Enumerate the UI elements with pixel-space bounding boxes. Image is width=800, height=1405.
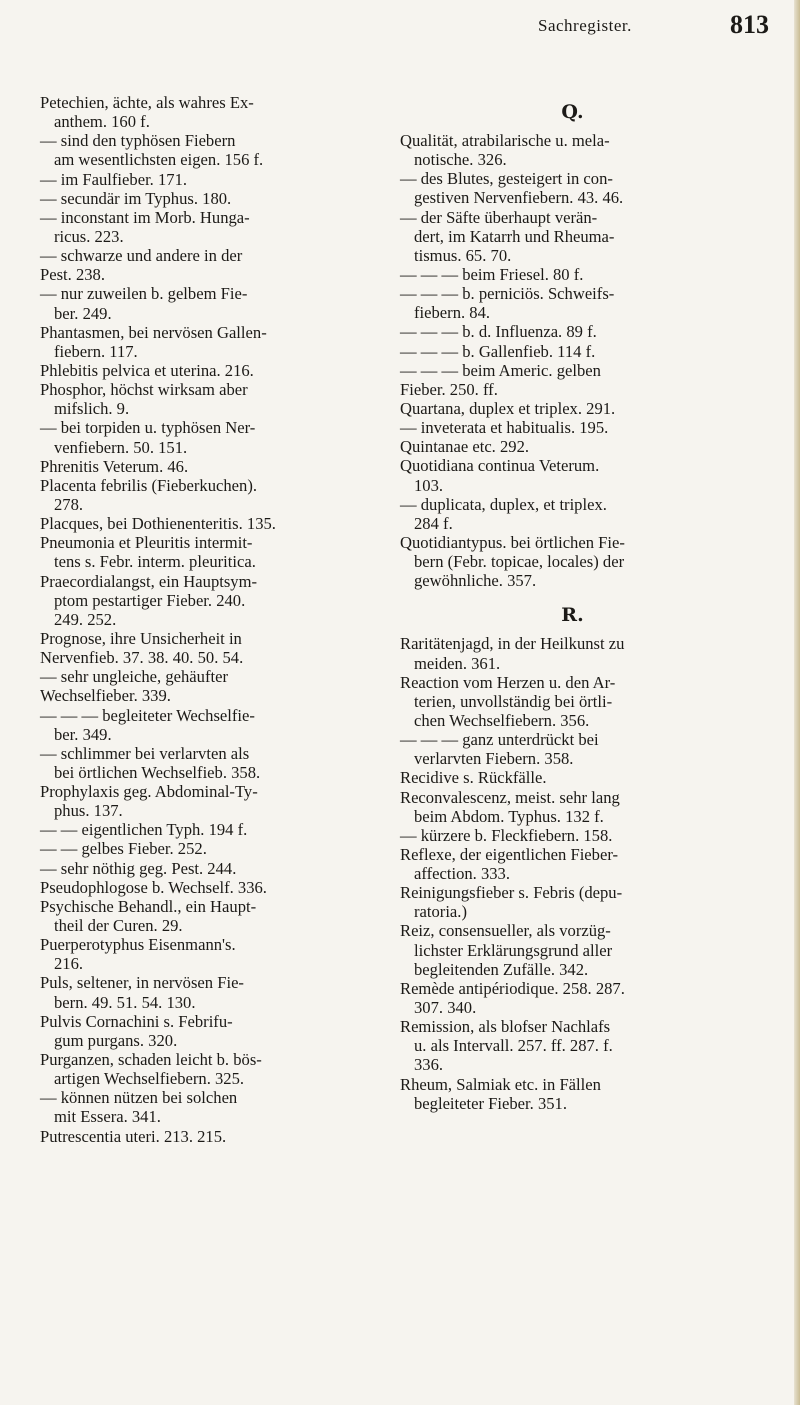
index-line: Rheum, Salmiak etc. in Fällen bbox=[400, 1074, 601, 1094]
index-line: — kürzere b. Fleckfiebern. 158. bbox=[400, 825, 613, 845]
index-line: Reconvalescenz, meist. sehr lang bbox=[400, 787, 620, 807]
index-line: Qualität, atrabilarische u. mela- bbox=[400, 131, 610, 150]
index-line: affection. 333. bbox=[414, 864, 510, 884]
page-number: 813 bbox=[730, 10, 769, 39]
index-line: ptom pestartiger Fieber. 240. bbox=[54, 590, 246, 610]
index-line: lichster Erklärungsgrund aller bbox=[414, 940, 613, 960]
index-line: — — — b. perniciös. Schweifs- bbox=[400, 284, 615, 304]
index-line: bern (Febr. topicae, locales) der bbox=[414, 552, 625, 572]
index-line: mifslich. 9. bbox=[54, 399, 130, 419]
index-line: ber. 249. bbox=[54, 303, 112, 323]
running-title: Sachregister. bbox=[538, 16, 632, 35]
index-line: theil der Curen. 29. bbox=[54, 916, 183, 936]
index-line: — — — beim Americ. gelben bbox=[400, 360, 601, 380]
index-line: — bei torpiden u. typhösen Ner- bbox=[40, 418, 256, 438]
index-line: gestiven Nervenfiebern. 43. 46. bbox=[414, 188, 624, 208]
index-line: Quotidiantypus. bei örtlichen Fie- bbox=[400, 532, 625, 552]
index-column-right bbox=[400, 93, 745, 1113]
index-line: Puerperotyphus Eisenmann's. bbox=[40, 935, 236, 955]
index-line: fiebern. 84. bbox=[414, 303, 491, 323]
index-line: Puls, seltener, in nervösen Fie- bbox=[40, 973, 244, 993]
index-line: Recidive s. Rückfälle. bbox=[400, 768, 547, 788]
index-line: 103. bbox=[414, 475, 444, 495]
index-line: Pest. 238. bbox=[40, 265, 105, 285]
index-line: am wesentlichsten eigen. 156 f. bbox=[54, 150, 264, 170]
index-line: Placenta febrilis (Fieberkuchen). bbox=[40, 475, 258, 495]
index-line: — sind den typhösen Fiebern bbox=[40, 131, 236, 151]
index-line: Quartana, duplex et triplex. 291. bbox=[400, 398, 616, 418]
index-line: tens s. Febr. interm. pleuritica. bbox=[54, 552, 256, 572]
index-line: Raritätenjagd, in der Heilkunst zu bbox=[400, 634, 625, 654]
index-line: — des Blutes, gesteigert in con- bbox=[400, 169, 613, 189]
index-line: Reaction vom Herzen u. den Ar- bbox=[400, 672, 616, 692]
section-letter-r: R. bbox=[561, 604, 584, 627]
index-line: 278. bbox=[54, 494, 84, 514]
index-line: — — — ganz unterdrückt bei bbox=[400, 730, 599, 750]
index-line: Quintanae etc. 292. bbox=[400, 437, 530, 457]
index-line: begleiteter Fieber. 351. bbox=[414, 1093, 567, 1113]
index-line: 216. bbox=[54, 954, 84, 974]
index-line: — sehr nöthig geg. Pest. 244. bbox=[40, 858, 237, 878]
index-line: chen Wechselfiebern. 356. bbox=[414, 710, 590, 730]
index-line: Reinigungsfieber s. Febris (depu- bbox=[400, 883, 623, 903]
index-line: Remission, als blofser Nachlafs bbox=[400, 1017, 611, 1037]
index-line: mit Essera. 341. bbox=[54, 1107, 161, 1127]
index-line: — im Faulfieber. 171. bbox=[40, 169, 188, 189]
index-line: Pseudophlogose b. Wechself. 336. bbox=[40, 877, 267, 897]
index-line: Reflexe, der eigentlichen Fieber- bbox=[400, 844, 619, 864]
index-line: Pulvis Cornachini s. Febrifu- bbox=[40, 1011, 233, 1031]
index-line: Quotidiana continua Veterum. bbox=[400, 456, 600, 476]
index-line: Phosphor, höchst wirksam aber bbox=[40, 380, 248, 400]
index-line: verlarvten Fiebern. 358. bbox=[414, 749, 574, 769]
index-line: — secundär im Typhus. 180. bbox=[40, 188, 232, 208]
index-line: — können nützen bei solchen bbox=[40, 1088, 238, 1108]
index-line: fiebern. 117. bbox=[54, 341, 138, 361]
page-edge bbox=[794, 0, 800, 1405]
section-q-entries bbox=[400, 131, 745, 590]
page-header bbox=[0, 8, 800, 38]
index-line: notische. 326. bbox=[414, 150, 507, 170]
index-line: bei örtlichen Wechselfieb. 358. bbox=[54, 762, 261, 782]
index-line: Prognose, ihre Unsicherheit in bbox=[40, 628, 242, 648]
index-line: — schlimmer bei verlarvten als bbox=[40, 743, 250, 763]
index-line: venfiebern. 50. 151. bbox=[54, 437, 188, 457]
index-line: — inconstant im Morb. Hunga- bbox=[40, 207, 250, 227]
section-r-entries bbox=[400, 634, 745, 1113]
index-line: ber. 349. bbox=[54, 724, 112, 744]
index-line: — — eigentlichen Typh. 194 f. bbox=[40, 820, 248, 840]
index-line: — — — b. d. Influenza. 89 f. bbox=[400, 322, 597, 342]
index-line: — nur zuweilen b. gelbem Fie- bbox=[40, 284, 248, 304]
index-line: Petechien, ächte, als wahres Ex- bbox=[40, 93, 254, 112]
index-line: Remède antipériodique. 258. 287. bbox=[400, 978, 625, 998]
index-line: begleitenden Zufälle. 342. bbox=[414, 959, 589, 979]
index-line: Wechselfieber. 339. bbox=[40, 686, 171, 706]
index-line: — sehr ungleiche, gehäufter bbox=[40, 667, 228, 687]
index-line: Putrescentia uteri. 213. 215. bbox=[40, 1126, 227, 1146]
index-line: — duplicata, duplex, et triplex. bbox=[400, 494, 607, 514]
index-line: terien, unvollständig bei örtli- bbox=[414, 691, 613, 711]
index-line: meiden. 361. bbox=[414, 653, 501, 673]
index-line: Phantasmen, bei nervösen Gallen- bbox=[40, 322, 267, 342]
index-line: — — — begleiteter Wechselfie- bbox=[40, 705, 255, 725]
index-line: Phrenitis Veterum. 46. bbox=[40, 456, 189, 476]
index-line: beim Abdom. Typhus. 132 f. bbox=[414, 806, 604, 826]
index-line: 284 f. bbox=[414, 513, 453, 533]
index-line: gum purgans. 320. bbox=[54, 1030, 178, 1050]
index-line: Reiz, consensueller, als vorzüg- bbox=[400, 921, 611, 941]
index-line: artigen Wechselfiebern. 325. bbox=[54, 1069, 245, 1089]
index-line: Pneumonia et Pleuritis intermit- bbox=[40, 533, 253, 553]
index-line: u. als Intervall. 257. ff. 287. f. bbox=[414, 1036, 613, 1056]
index-line: 249. 252. bbox=[54, 609, 117, 629]
index-line: Fieber. 250. ff. bbox=[400, 379, 498, 399]
index-line: bern. 49. 51. 54. 130. bbox=[54, 992, 196, 1012]
index-line: — schwarze und andere in der bbox=[40, 246, 243, 266]
index-line: Placques, bei Dothienenteritis. 135. bbox=[40, 514, 276, 534]
index-line: Psychische Behandl., ein Haupt- bbox=[40, 896, 257, 916]
index-line: — inveterata et habitualis. 195. bbox=[400, 418, 609, 438]
index-line: Nervenfieb. 37. 38. 40. 50. 54. bbox=[40, 648, 244, 668]
index-line: Purganzen, schaden leicht b. bös- bbox=[40, 1050, 262, 1070]
index-line: ricus. 223. bbox=[54, 226, 124, 246]
index-line: 336. bbox=[414, 1055, 444, 1075]
index-line: Praecordialangst, ein Hauptsym- bbox=[40, 571, 258, 591]
index-line: dert, im Katarrh und Rheuma- bbox=[414, 226, 615, 246]
index-line: Prophylaxis geg. Abdominal-Ty- bbox=[40, 782, 258, 802]
section-letter-q: Q. bbox=[561, 101, 584, 123]
index-line: — — gelbes Fieber. 252. bbox=[40, 839, 207, 859]
index-line: Phlebitis pelvica et uterina. 216. bbox=[40, 360, 254, 380]
index-line: — der Säfte überhaupt verän- bbox=[400, 207, 598, 227]
index-line: anthem. 160 f. bbox=[54, 112, 150, 132]
index-line: phus. 137. bbox=[54, 801, 123, 821]
index-line: ratoria.) bbox=[414, 902, 467, 922]
index-line: gewöhnliche. 357. bbox=[414, 571, 537, 591]
index-line: 307. 340. bbox=[414, 998, 477, 1018]
index-column-left bbox=[40, 93, 385, 1146]
index-line: — — — b. Gallenfieb. 114 f. bbox=[400, 341, 596, 361]
index-line: tismus. 65. 70. bbox=[414, 245, 512, 265]
index-line: — — — beim Friesel. 80 f. bbox=[400, 264, 584, 284]
